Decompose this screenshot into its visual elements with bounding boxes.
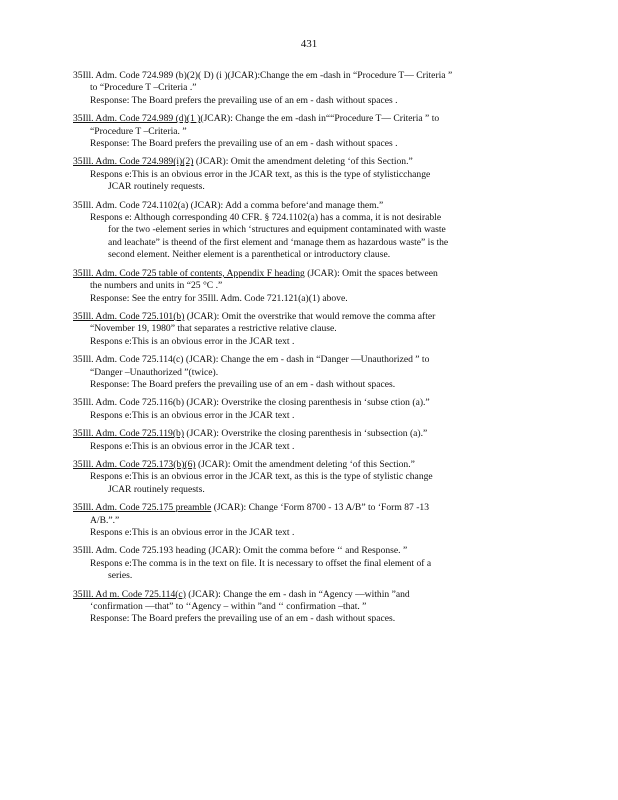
entry-heading: [73, 113, 543, 125]
entry-heading-continuation: A/B.”.”: [90, 514, 120, 526]
entry-heading: [73, 354, 543, 366]
entry-heading-continuation: the numbers and units in “25 °C .”: [90, 280, 223, 292]
entry-heading-text: (JCAR): Omit the overstrike that would remove the comma after: [184, 310, 436, 322]
entry-heading-text: 35Ill. Adm. Code 725.116(b) (JCAR): Overstrike the closing parenthesis in ‘subse ction (a).”: [73, 397, 430, 409]
citation-underlined: 35Ill. Adm. Code 725 table of contents, Appendix F heading: [73, 267, 305, 279]
response-text: Respons e:This is an obvious error in the JCAR text .: [90, 335, 295, 347]
citation-underlined: 35Ill. Adm. Code 724.989(i)(2): [73, 156, 194, 168]
comment-entry: [73, 311, 543, 348]
comment-entry: [73, 268, 543, 305]
response-text: Response: The Board prefers the prevailing use of an em - dash without spaces .: [90, 138, 398, 150]
entry-heading-text: 35Ill. Adm. Code 725.193 heading (JCAR): Omit the comma before ‘‘ and Response. ”: [73, 545, 408, 557]
entry-heading: [73, 545, 543, 557]
entry-heading-continuation: “Danger –Unauthorized ”(twice).: [90, 366, 219, 378]
entry-heading: [73, 502, 543, 514]
comment-entry: [73, 156, 543, 193]
comment-entry: [73, 70, 543, 107]
entry-heading: [73, 428, 543, 440]
entry-heading: [73, 200, 543, 212]
response-text: Response: The Board prefers the prevailing use of an em - dash without spaces.: [90, 613, 396, 625]
response-text: Respons e:The comma is in the text on file. It is necessary to offset the final element of a: [90, 557, 432, 569]
response-continuation: JCAR routinely requests.: [108, 181, 205, 193]
entry-heading-text: (JCAR): Overstrike the closing parenthesis in ‘subsection (a).”: [184, 428, 428, 440]
response-text: Respons e: Although corresponding 40 CFR. § 724.1102(a) has a comma, it is not desirable: [90, 212, 442, 224]
entry-heading-text: 35Ill. Adm. Code 725.114(c) (JCAR): Change the em - dash in “Danger —Unauthorized ” to: [73, 354, 430, 366]
entry-heading: [73, 397, 543, 409]
entry-list: [73, 70, 543, 632]
entry-heading-continuation: ‘confirmation —that” to ‘‘Agency – within ”and ‘‘ confirmation –that. ”: [90, 601, 367, 613]
entry-heading-text: 35Ill. Adm. Code 724.1102(a) (JCAR): Add a comma before‘and manage them.”: [73, 199, 384, 211]
comment-entry: [73, 354, 543, 391]
entry-heading-continuation: “November 19, 1980” that separates a restrictive relative clause.: [90, 323, 337, 335]
entry-heading: [73, 156, 543, 168]
response-text: Response: See the entry for 35Ill. Adm. Code 721.121(a)(1) above.: [90, 292, 348, 304]
response-text: Respons e:This is an obvious error in the JCAR text .: [90, 409, 295, 421]
citation-underlined: 35Ill. Adm. Code 725.101(b): [73, 310, 185, 322]
response-text: Respons e:This is an obvious error in the JCAR text .: [90, 527, 295, 538]
response-continuation: series.: [108, 570, 133, 582]
entry-heading: [73, 589, 543, 601]
comment-entry: [73, 502, 543, 539]
response-continuation: and leachate” is theend of the first element and ‘manage them as hazardous waste” is the: [108, 236, 449, 248]
entry-heading-text: 35Ill. Adm. Code 724.989 (b)(2)( D) (i )(JCAR):Change the em -dash in “Procedure T— Criteria ”: [73, 70, 453, 81]
citation-underlined: 35Ill. Adm. Code 725.119(b): [73, 428, 185, 440]
entry-heading-text: (JCAR): Change the em -dash in““Procedure T— Criteria ” to: [200, 113, 440, 125]
response-text: Response: The Board prefers the prevailing use of an em - dash without spaces.: [90, 378, 396, 390]
comment-entry: [73, 113, 543, 150]
citation-underlined: 35Ill. Adm. Code 724.989 (d)(1 ): [73, 113, 201, 125]
entry-heading: [73, 311, 543, 323]
comment-entry: [73, 545, 543, 582]
response-text: Respons e:This is an obvious error in the JCAR text .: [90, 440, 295, 452]
entry-heading-continuation: “Procedure T –Criteria. ”: [90, 125, 187, 137]
page-number: 431: [300, 38, 318, 50]
entry-heading-text: (JCAR): Omit the spaces between: [304, 267, 438, 279]
entry-heading-text: (JCAR): Change ‘Form 8700 - 13 A/B” to ‘Form 87 -13: [211, 502, 430, 514]
response-continuation: second element. Neither element is a parenthetical or introductory clause.: [108, 249, 391, 261]
response-text: Respons e:This is an obvious error in the JCAR text, as this is the type of stylisticchange: [90, 168, 431, 180]
entry-heading: [73, 459, 543, 471]
entry-heading: [73, 70, 543, 82]
citation-underlined: 35Ill. Ad m. Code 725.114(c): [73, 588, 186, 600]
response-text: Response: The Board prefers the prevailing use of an em - dash without spaces .: [90, 94, 398, 106]
response-continuation: for the two -element series in which ‘structures and equipment contaminated with waste: [108, 224, 446, 236]
comment-entry: [73, 397, 543, 422]
entry-heading-text: (JCAR): Change the em - dash in “Agency —within ”and: [185, 588, 410, 600]
response-text: Respons e:This is an obvious error in the JCAR text, as this is the type of stylistic change: [90, 471, 433, 483]
entry-heading-text: (JCAR): Omit the amendment deleting ‘of this Section.”: [193, 156, 413, 168]
entry-heading-continuation: to “Procedure T –Criteria .”: [90, 82, 197, 94]
citation-underlined: 35Ill. Adm. Code 725.175 preamble: [73, 502, 212, 514]
comment-entry: [73, 459, 543, 496]
comment-entry: [73, 428, 543, 453]
comment-entry: [73, 589, 543, 626]
entry-heading-text: (JCAR): Omit the amendment deleting ‘of this Section.”: [195, 458, 415, 470]
response-continuation: JCAR routinely requests.: [108, 483, 205, 495]
entry-heading: [73, 268, 543, 280]
citation-underlined: 35Ill. Adm. Code 725.173(b)(6): [73, 458, 196, 470]
comment-entry: [73, 200, 543, 262]
